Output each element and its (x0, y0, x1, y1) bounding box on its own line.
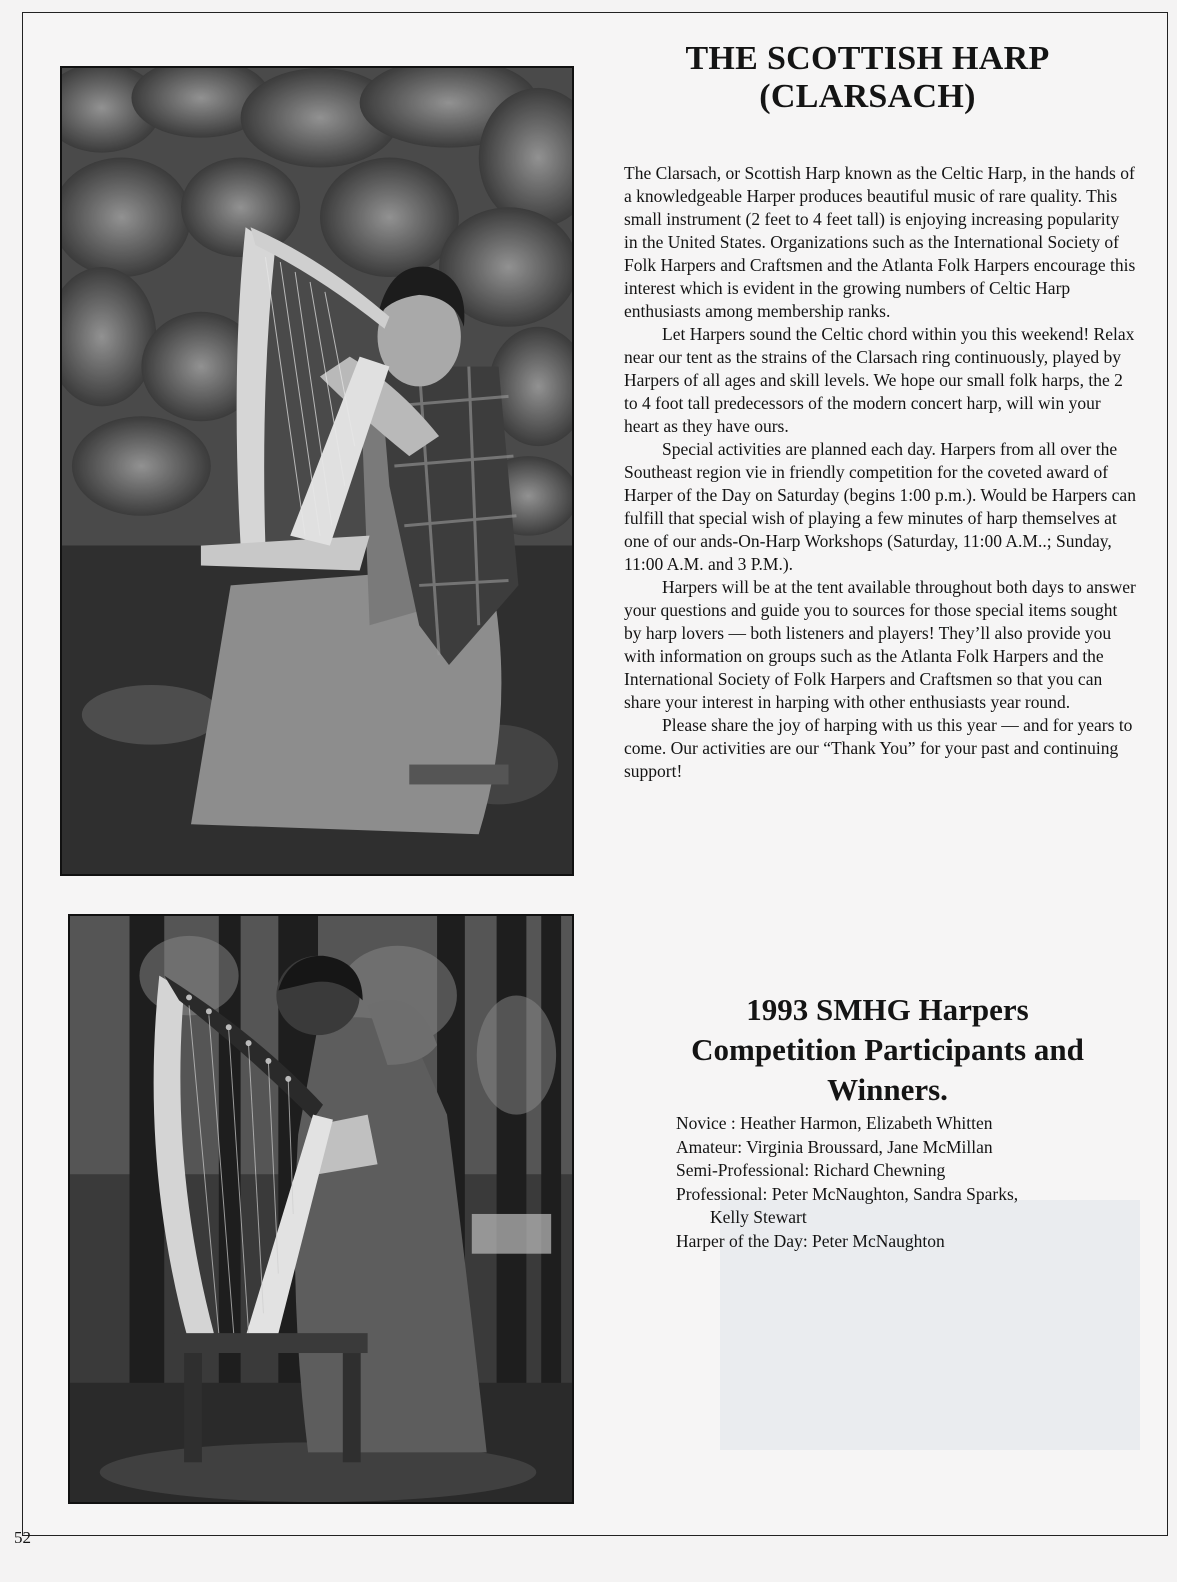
results-title-line2: Competition Participants and (691, 1032, 1084, 1067)
results-semi-professional: Semi-Professional: Richard Chewning (676, 1160, 946, 1180)
results-list (676, 1112, 1136, 1253)
article-title-line2: (CLARSACH) (759, 78, 976, 115)
photo-harper-standing (68, 914, 574, 1504)
article-paragraph: Please share the joy of harping with us this year — and for years to come. Our activities are our “Thank You” for your past and continuing support! (624, 715, 1133, 781)
article-paragraph: Let Harpers sound the Celtic chord within you this weekend! Relax near our tent as the strains of the Clarsach ring continuously, played by Harpers of all ages and skill levels. We hope our small folk harps, the 2 to 4 foot tall predecessors of the modern concert harp, will win your heart as they have ours. (624, 324, 1135, 436)
article-title-line1: THE SCOTTISH HARP (685, 40, 1050, 77)
results-title (640, 990, 1135, 1110)
photo-harper-seated (60, 66, 574, 876)
article-paragraph: Special activities are planned each day. Harpers from all over the Southeast region vie in friendly competition for the coveted award of Harper of the Day on Saturday (begins 1:00 p.m.). Would be Harpers can fulfill that special wish of playing a few minutes of harp themselves at one of our ands-On-Harp Workshops (Saturday, 11:00 A.M..; Sunday, 11:00 A.M. and 3 P.M.). (624, 439, 1136, 574)
article-title (640, 40, 1095, 116)
photo-harper-standing-image (70, 916, 572, 1502)
photo-harper-seated-image (62, 68, 572, 874)
article-paragraph: The Clarsach, or Scottish Harp known as the Celtic Harp, in the hands of a knowledgeable Harper produces beautiful music of rare quality. This small instrument (2 feet to 4 feet tall) is enjoying increasing popularity in the United States. Organizations such as the International Society of Folk Harpers and Craftsmen and the Atlanta Folk Harpers encourage this interest which is evident in the growing numbers of Celtic Harp enthusiasts among membership ranks. (624, 163, 1136, 321)
article-body (624, 162, 1136, 783)
results-amateur: Amateur: Virginia Broussard, Jane McMillan (676, 1136, 993, 1157)
article-paragraph: Harpers will be at the tent available throughout both days to answer your questions and guide you to sources for those special items sought by harp lovers — both listeners and players! They’ll also provide you with information on groups such as the Atlanta Folk Harpers and the International Society of Folk Harpers and Craftsmen so that you can share your interest in harping with other enthusiasts year round. (624, 577, 1136, 712)
results-title-line3: Winners. (827, 1072, 948, 1107)
results-harper-of-the-day: Harper of the Day: Peter McNaughton (676, 1230, 945, 1251)
results-professional-continued: Kelly Stewart (710, 1207, 807, 1227)
results-professional: Professional: Peter McNaughton, Sandra Sparks, (676, 1183, 1019, 1204)
results-novice: Novice : Heather Harmon, Elizabeth Whitten (676, 1113, 993, 1133)
results-title-line1: 1993 SMHG Harpers (746, 992, 1029, 1027)
page-number: 52 (14, 1528, 31, 1547)
